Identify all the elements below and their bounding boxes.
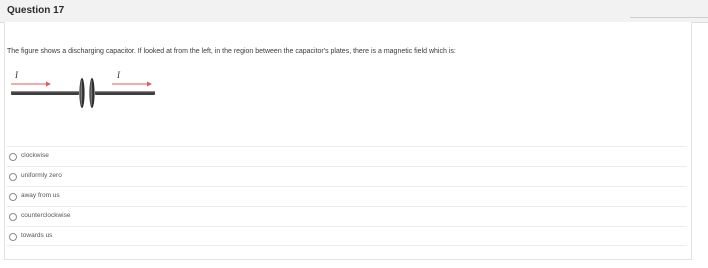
answer-choice[interactable] [7,166,687,186]
answer-choice[interactable] [7,146,687,166]
radio-icon[interactable] [9,213,17,221]
answer-choice[interactable] [7,206,687,226]
answer-choice[interactable] [7,226,687,246]
left-current-label: I [15,70,18,80]
capacitor-diagram [8,68,158,108]
radio-icon[interactable] [9,233,17,241]
answer-label[interactable]: away from us [21,192,60,199]
answer-label[interactable]: towards us [21,232,53,239]
right-arrowhead-icon [147,82,152,87]
question-title: Question 17 [7,5,65,16]
left-arrowhead-icon [46,82,51,87]
radio-icon[interactable] [9,173,17,181]
answer-label[interactable]: uniformly zero [21,172,62,179]
capacitor-figure [8,68,158,108]
answer-choices [7,146,687,246]
radio-icon[interactable] [9,193,17,201]
question-prompt: The figure shows a discharging capacitor. If looked at from the left, in the region between the capacitor's plates, there is a magnetic field which is: [7,48,456,55]
right-current-label: I [117,70,120,80]
question-header [0,0,708,23]
answer-choice[interactable] [7,186,687,206]
header-divider [630,17,708,18]
radio-icon[interactable] [9,153,17,161]
answer-label[interactable]: counterclockwise [21,212,71,219]
answer-label[interactable]: clockwise [21,152,49,159]
